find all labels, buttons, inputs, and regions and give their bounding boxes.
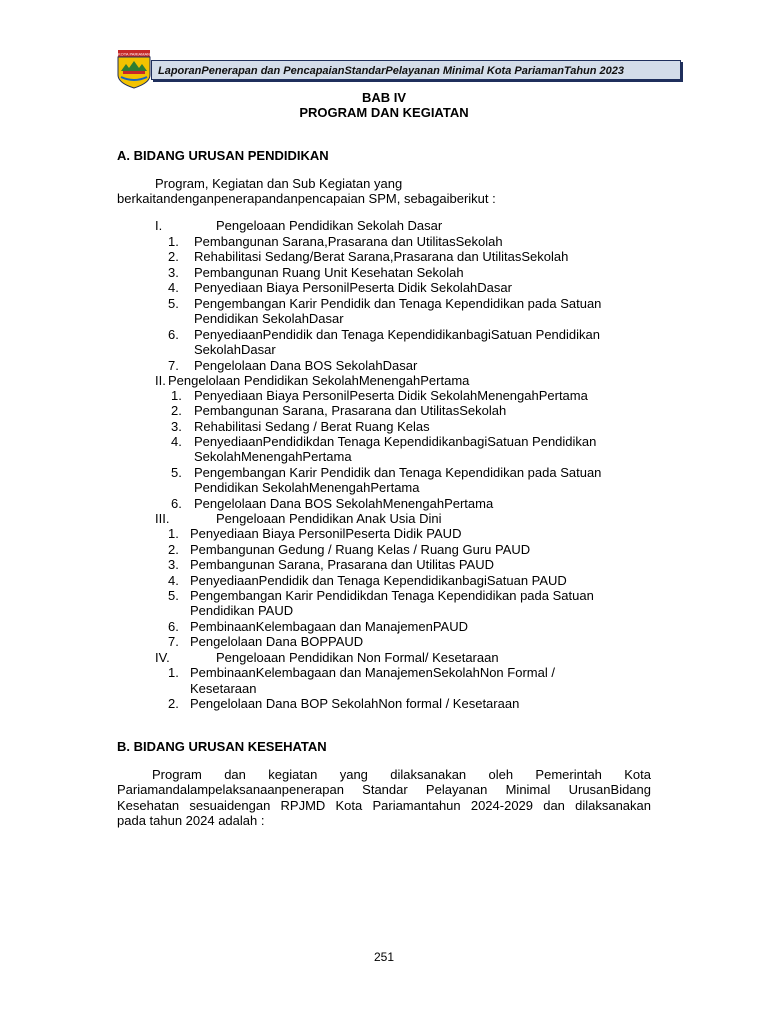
group-numeral: II. — [155, 373, 166, 388]
section-b-title: B. BIDANG URUSAN KESEHATAN — [117, 739, 327, 754]
list-item: PenyediaanPendidikdan Tenaga KependidikanbagiSatuan Pendidikan — [194, 434, 597, 449]
list-item-number: 3. — [168, 265, 179, 280]
list-item-continuation: Pendidikan SekolahMenengahPertama — [194, 480, 420, 495]
page-number: 251 — [373, 950, 395, 964]
list-item-number: 3. — [168, 557, 179, 572]
section-a-intro: berkaitandenganpenerapandanpencapaian SPM, sebagaiberikut : — [117, 191, 496, 206]
group-numeral: I. — [155, 218, 163, 233]
list-item: Pembangunan Sarana, Prasarana dan UtilitasSekolah — [194, 403, 507, 418]
group-title: Pengeloaan Pendidikan Non Formal/ Kesetaraan — [216, 650, 499, 665]
section-a-intro: Program, Kegiatan dan Sub Kegiatan yang — [155, 176, 403, 191]
list-item-number: 4. — [171, 434, 182, 449]
list-item-continuation: Pendidikan SekolahDasar — [194, 311, 344, 326]
list-item: Pembangunan Sarana,Prasarana dan UtilitasSekolah — [194, 234, 503, 249]
list-item-number: 2. — [171, 403, 182, 418]
list-item: Pembangunan Gedung / Ruang Kelas / Ruang Guru PAUD — [190, 542, 531, 557]
list-item: Penyediaan Biaya PersonilPeserta Didik PAUD — [190, 526, 462, 541]
list-item-number: 7. — [168, 634, 179, 649]
list-item: Pengelolaan Dana BOPPAUD — [190, 634, 364, 649]
section-a-title: A. BIDANG URUSAN PENDIDIKAN — [117, 148, 329, 163]
list-item: Pengembangan Karir Pendidik dan Tenaga Kependidikan pada Satuan — [194, 296, 602, 311]
list-item-number: 4. — [168, 280, 179, 295]
chapter-label: BAB IV — [361, 90, 407, 105]
list-item: PenyediaanPendidik dan Tenaga KependidikanbagiSatuan Pendidikan — [194, 327, 600, 342]
list-item: Penyediaan Biaya PersonilPeserta Didik SekolahDasar — [194, 280, 512, 295]
list-item-number: 2. — [168, 542, 179, 557]
list-item-number: 7. — [168, 358, 179, 373]
list-item-number: 1. — [171, 388, 182, 403]
list-item-number: 4. — [168, 573, 179, 588]
section-b-paragraph-line: pada tahun 2024 adalah : — [117, 813, 265, 828]
list-item-number: 1. — [168, 234, 179, 249]
group-numeral: IV. — [155, 650, 170, 665]
document-header — [117, 49, 685, 89]
group-numeral: III. — [155, 511, 170, 526]
group-title: Pengeloaan Pendidikan Anak Usia Dini — [216, 511, 442, 526]
list-item-number: 5. — [168, 296, 179, 311]
list-item: Pembangunan Ruang Unit Kesehatan Sekolah — [194, 265, 464, 280]
list-item: Pembangunan Sarana, Prasarana dan Utilitas PAUD — [190, 557, 494, 572]
list-item-continuation: SekolahDasar — [194, 342, 276, 357]
list-item: Rehabilitasi Sedang/Berat Sarana,Prasarana dan UtilitasSekolah — [194, 249, 569, 264]
list-item-continuation: Kesetaraan — [190, 681, 257, 696]
list-item-number: 6. — [168, 327, 179, 342]
kota-pariaman-logo — [117, 49, 151, 89]
list-item-number: 1. — [168, 526, 179, 541]
header-title: LaporanPenerapan dan PencapaianStandarPelayanan Minimal Kota PariamanTahun 2023 — [151, 60, 681, 80]
chapter-title: PROGRAM DAN KEGIATAN — [299, 105, 469, 120]
list-item-number: 3. — [171, 419, 182, 434]
list-item: Pengelolaan Dana BOP SekolahNon formal / Kesetaraan — [190, 696, 520, 711]
list-item-number: 1. — [168, 665, 179, 680]
list-item: PembinaanKelembagaan dan ManajemenPAUD — [190, 619, 468, 634]
list-item: PembinaanKelembagaan dan ManajemenSekolahNon Formal / — [190, 665, 555, 680]
list-item-number: 5. — [168, 588, 179, 603]
list-item-number: 2. — [168, 249, 179, 264]
list-item: Pengembangan Karir Pendidik dan Tenaga Kependidikan pada Satuan — [194, 465, 602, 480]
list-item: Pengelolaan Dana BOS SekolahMenengahPertama — [194, 496, 494, 511]
list-item-continuation: SekolahMenengahPertama — [194, 449, 352, 464]
list-item-number: 6. — [168, 619, 179, 634]
list-item: PenyediaanPendidik dan Tenaga KependidikanbagiSatuan PAUD — [190, 573, 567, 588]
section-b-paragraph-line: Program dan kegiatan yang dilaksanakan oleh Pemerintah Kota — [152, 767, 651, 782]
list-item-number: 5. — [171, 465, 182, 480]
section-b-paragraph-line: Kesehatan sesuaidengan RPJMD Kota Pariamantahun 2024-2029 dan dilaksanakan — [117, 798, 651, 813]
list-item-number: 6. — [171, 496, 182, 511]
list-item: Pengelolaan Dana BOS SekolahDasar — [194, 358, 418, 373]
group-title: Pengeloaan Pendidikan Sekolah Dasar — [216, 218, 443, 233]
list-item: Pengembangan Karir Pendidikdan Tenaga Kependidikan pada Satuan — [190, 588, 594, 603]
list-item-number: 2. — [168, 696, 179, 711]
list-item: Penyediaan Biaya PersonilPeserta Didik SekolahMenengahPertama — [194, 388, 588, 403]
svg-text:KOTA PARIAMAN: KOTA PARIAMAN — [117, 51, 151, 57]
list-item: Rehabilitasi Sedang / Berat Ruang Kelas — [194, 419, 430, 434]
section-b-paragraph-line: Pariamandalampelaksanaanpenerapan Standar Pelayanan Minimal UrusanBidang — [117, 782, 651, 797]
group-title: Pengelolaan Pendidikan SekolahMenengahPertama — [168, 373, 470, 388]
list-item-continuation: Pendidikan PAUD — [190, 603, 294, 618]
